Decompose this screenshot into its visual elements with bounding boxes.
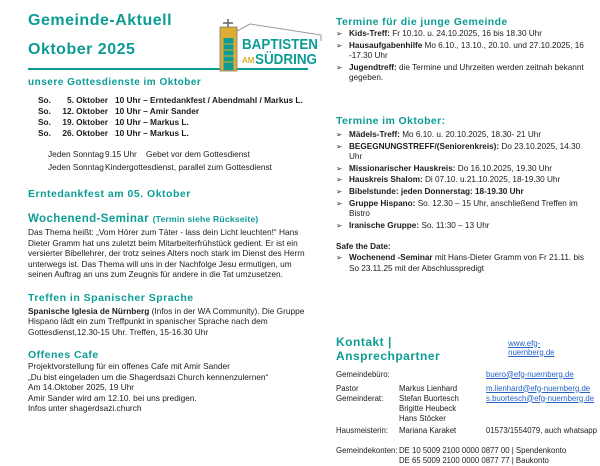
october-list	[336, 130, 584, 231]
service-day: So.	[38, 95, 51, 105]
logo-text-line2: SÜDRING	[255, 51, 317, 68]
service-date: 26. Oktober	[62, 128, 108, 138]
item-text: Do 16.10.2025, 19.30 Uhr	[455, 163, 552, 173]
contact-row	[336, 370, 584, 380]
seminar-heading-text: Wochenend-Seminar	[28, 213, 149, 225]
list-item	[336, 63, 584, 84]
item-label: Hauskreis Shalom:	[349, 175, 423, 185]
service-detail: 10 Uhr – Markus L.	[115, 128, 189, 138]
contact-label: Gemeindebüro:	[336, 369, 390, 379]
email-link[interactable]: buero@efg-nuernberg.de	[486, 369, 574, 379]
email-link[interactable]: s.buortesch@efg-nuernberg.de	[486, 393, 595, 403]
list-item	[336, 253, 584, 274]
contact-label	[336, 404, 399, 414]
roof-outline	[237, 24, 321, 35]
item-text: mit Hans-Dieter Gramm von Fr 21.11. bis So 23.11.25 mit der Abschlusspredigt	[349, 253, 584, 273]
email-link[interactable]: m.lienhard@efg-nuernberg.de	[486, 383, 591, 393]
contact-name: Brigitte Heubeck	[399, 403, 457, 413]
item-label: Hausaufgabenhilfe	[349, 40, 423, 50]
weekly-list	[28, 148, 320, 173]
list-item	[336, 221, 584, 232]
service-row	[28, 128, 320, 139]
page-title: Gemeinde-Aktuell	[28, 12, 173, 29]
october-heading: Termine im Oktober:	[336, 114, 446, 127]
item-text: Mo 6.10., 13.10., 20.10. und 27.10.2025, 16 -17.30 Uhr	[349, 40, 584, 61]
save-the-date-heading: Safe the Date:	[336, 242, 391, 252]
contact-row	[336, 393, 595, 404]
item-text: So. 12.30 – 15 Uhr, anschließend Treffen im Bistro	[349, 198, 578, 219]
contact-row	[336, 383, 591, 394]
contact-name: Mariana Karaket	[399, 425, 457, 435]
seminar-body: Das Thema heißt: „Vom Hörer zum Täter - lass dein Licht leuchten!“ Hans Dieter Gramm hat uns zuletzt beim Mitarbeiterfrühstück gedient. Er ist ein versierter Bibellehrer, der trotz seines Alters noch stark im Dienst des Herrn unterwegs ist. Das Thema will uns in der Nachfolge Jesu ermutigen, um seinen Auftrag an uns zum Zeugnis für andere in die Tat umzusetzen.	[28, 227, 305, 279]
service-row	[28, 117, 320, 128]
bank-account: DE 65 5009 2100 0000 0877 77 | Baukonto	[399, 455, 549, 465]
cafe-line: Am 14.Oktober 2025, 19 Uhr	[28, 382, 135, 392]
logo-text-line1: BAPTISTEN	[242, 36, 318, 53]
item-text: Do 23.10.2025, 14.30 Uhr	[349, 141, 581, 162]
arrow-bullet-icon: ➢	[336, 129, 343, 139]
item-text: die Termine und Uhrzeiten werden zeitnah bekannt gegeben.	[349, 62, 584, 83]
youth-heading: Termine für die junge Gemeinde	[336, 16, 508, 28]
service-day: So.	[38, 117, 51, 127]
item-text: Fr 10.10. u. 24.10.2025, 16 bis 18.30 Uhr	[389, 29, 542, 38]
logo-text-am: AM	[242, 56, 255, 65]
service-date: 12. Oktober	[62, 106, 108, 116]
seminar-heading	[28, 213, 320, 225]
arrow-bullet-icon: ➢	[336, 253, 343, 263]
contact-label	[336, 456, 399, 466]
spanish-lead: Spanische Iglesia de Nürnberg	[28, 305, 150, 316]
item-label: Gruppe Hispano:	[349, 198, 416, 208]
service-detail: 10 Uhr – Amir Sander	[115, 106, 200, 116]
contact-name: Hans Stöcker	[399, 413, 446, 423]
door	[224, 38, 234, 70]
services-list	[28, 95, 320, 139]
cafe-line: Amir Sander wird am 12.10. bei uns predigen.	[28, 392, 197, 403]
bank-account: DE 10 5009 2100 0000 0877 00 | Spendenkonto	[399, 445, 567, 455]
item-label: Jugendtreff:	[349, 62, 397, 72]
item-label: Wochenend -Seminar	[349, 253, 433, 263]
list-item	[336, 29, 584, 40]
spanish-heading: Treffen in Spanischer Sprache	[28, 291, 194, 304]
arrow-bullet-icon: ➢	[336, 186, 343, 196]
service-detail: 10 Uhr – Erntedankfest / Abendmahl / Markus L.	[115, 95, 303, 105]
item-text: So. 11:30 – 13 Uhr	[419, 220, 490, 230]
arrow-bullet-icon: ➢	[336, 220, 343, 230]
cafe-line: „Du bist eingeladen um die Shagerdsazi Church kennenzulernen“	[28, 371, 269, 382]
arrow-bullet-icon: ➢	[336, 175, 343, 185]
contact-section	[336, 334, 597, 466]
right-column	[336, 12, 597, 465]
arrow-bullet-icon: ➢	[336, 62, 343, 72]
cafe-line: Infos unter shagerdsazi.church	[28, 403, 142, 413]
list-item	[336, 164, 584, 175]
arrow-bullet-icon: ➢	[336, 40, 343, 50]
contact-label	[336, 414, 399, 424]
item-text: Mo 6.10. u. 20.10.2025, 18.30- 21 Uhr	[399, 129, 542, 139]
left-column	[28, 12, 320, 422]
youth-list	[336, 29, 584, 84]
item-text: Di 07.10. u.21.10.2025, 18-19.30 Uhr	[422, 175, 561, 185]
spanish-text: (Infos in der WA Community). Die Gruppe Hispano lädt ein zum Treffpunkt in spanischer Sprache nach dem Gottesdienst,12.30-15 Uhr. Treffen, 15-16.30 Uhr	[28, 305, 305, 337]
item-label: Iranische Gruppe:	[349, 220, 420, 230]
service-row	[28, 95, 320, 106]
service-day: So.	[38, 128, 51, 138]
service-row	[28, 106, 320, 117]
contact-label: Hausmeisterin:	[336, 425, 388, 435]
contact-heading: Kontakt | Ansprechpartner	[336, 334, 441, 363]
contact-name: Stefan Buortesch	[399, 393, 459, 403]
arrow-bullet-icon: ➢	[336, 141, 343, 151]
contact-name	[399, 370, 486, 380]
item-label: Kids-Treff:	[349, 29, 390, 38]
cafe-heading: Offenes Cafe	[28, 349, 99, 361]
contact-phone: 01573/1554079, auch whatsapp	[486, 425, 597, 435]
item-label: Missionarischer Hauskreis:	[349, 163, 456, 173]
list-item	[336, 130, 584, 141]
contact-row	[336, 414, 584, 424]
page-subtitle-month: Oktober 2025	[28, 41, 136, 58]
contact-row	[336, 446, 584, 456]
contact-label: Pastor	[336, 383, 359, 393]
service-day: So.	[38, 106, 51, 116]
list-item	[336, 187, 584, 198]
weekly-row	[28, 148, 320, 161]
item-label: BEGEGNUNGSTREFF/(Seniorenkreis):	[349, 141, 500, 151]
service-date: 19. Oktober	[62, 117, 108, 127]
cafe-line: Projektvorstellung für ein offenes Cafe mit Amir Sander	[28, 361, 230, 371]
service-detail: 10 Uhr – Markus L.	[115, 117, 189, 127]
list-item	[336, 175, 584, 186]
weekly-label: Jeden Sonntag	[48, 161, 104, 172]
spanish-body	[28, 306, 316, 338]
item-label: Mädels-Treff:	[349, 129, 400, 139]
weekly-time: 9.15 Uhr	[105, 149, 137, 159]
contact-row	[336, 404, 584, 414]
contact-row	[336, 425, 597, 436]
item-label: Bibelstunde: jeden Donnerstag: 18-19.30 Uhr	[349, 186, 524, 196]
erntedankfest-heading: Erntedankfest am 05. Oktober	[28, 188, 191, 200]
website-link[interactable]: www.efg-nuernberg.de	[508, 338, 555, 357]
contact-label: Gemeinderat:	[336, 393, 384, 403]
weekly-row	[28, 161, 320, 174]
arrow-bullet-icon: ➢	[336, 163, 343, 173]
arrow-bullet-icon: ➢	[336, 29, 343, 38]
weekly-label: Jeden Sonntag	[48, 149, 104, 159]
church-logo	[214, 18, 326, 72]
save-the-date-block	[336, 241, 584, 274]
contact-label: Gemeindekonten:	[336, 445, 398, 455]
seminar-heading-note: (Termin siehe Rückseite)	[152, 214, 259, 224]
list-item	[336, 142, 584, 163]
church-tower-icon	[214, 18, 326, 72]
weekly-desc: Kindergottesdienst, parallel zum Gottesdienst	[105, 161, 272, 172]
arrow-bullet-icon: ➢	[336, 198, 343, 208]
list-item	[336, 41, 584, 62]
service-date: 5. Oktober	[66, 95, 108, 105]
contact-row	[336, 456, 584, 466]
weekly-desc: Gebet vor dem Gottesdienst	[146, 149, 250, 159]
contact-name: Markus Lienhard	[399, 383, 458, 393]
services-heading: unsere Gottesdienste im Oktober	[28, 77, 202, 88]
list-item	[336, 199, 584, 220]
cafe-body	[28, 361, 320, 414]
